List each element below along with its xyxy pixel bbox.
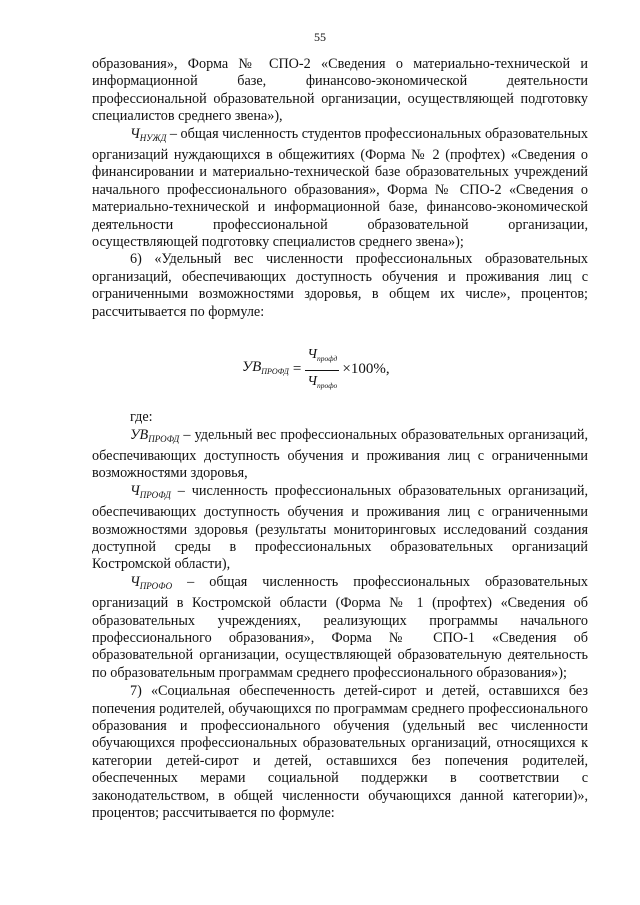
- item-7-heading: 7) «Социальная обеспеченность детей-сирот и детей, оставшихся без попечения родителей, обучающихся по программам среднего профессионального образования и профессионального обучения (удельный вес численности обучающихся профессиональных образовательных организаций, относящихся к категории детей-сирот и детей, оставшихся без попечения родителей, обеспеченных мерами социальной поддержки в соответствии с законодательством, в общей численности обучающихся данной категории)», процентов; рассчитывается по формуле:: [92, 683, 588, 822]
- document-body: [92, 56, 588, 822]
- variable-symbol: Ч: [130, 573, 140, 590]
- variable-symbol: Ч: [130, 125, 140, 142]
- definition-text: – общая численность профессиональных образовательных организаций в Костромской области (Форма № 1 (профтех) «Сведения об образовательных учреждениях, реализующих программы начального профессионального образования», Форма № СПО-1 «Сведения об образовательной организации, осуществляющей образовательную деятельность по образовательным программам среднего профессионального образования»);: [92, 573, 588, 681]
- variable-symbol: УВ: [130, 426, 149, 443]
- definition-ch-profo: [92, 574, 588, 682]
- formula-fraction: [305, 346, 339, 394]
- fraction-denominator: $Ч_{профо}$: [307, 373, 338, 390]
- definition-text: – удельный вес профессиональных образовательных организаций, обеспечивающих доступность обучения и проживания лиц с ограниченными возможностями здоровья,: [92, 426, 588, 482]
- page-number: 55: [314, 30, 326, 44]
- definition-ch-profd: [92, 483, 588, 574]
- definition-ch-nuzhd: [92, 126, 588, 252]
- variable-subscript: ПРОФД: [148, 433, 180, 444]
- where-label: где:: [130, 409, 153, 426]
- fraction-numerator: $Ч_{профд}$: [307, 347, 338, 364]
- paragraph-continuation: образования», Форма № СПО-2 «Сведения о материально-технической и информационной базе, финансово-экономической деятельности профессиональной образовательной организации, осуществляющей подготовку специалистов среднего звена»),: [92, 56, 588, 125]
- fraction-bar: [305, 370, 339, 371]
- variable-subscript: ПРОФД: [139, 489, 171, 500]
- variable-subscript: ПРОФО: [139, 580, 173, 591]
- definition-uv-profd: [92, 427, 588, 483]
- formula-equals: =: [292, 361, 302, 378]
- variable-subscript: НУЖД: [139, 132, 167, 143]
- definition-text: – общая численность студентов профессиональных образовательных организаций нуждающихся в общежитиях (Форма № 2 (профтех) «Сведения о финансировании и материально-технической базе образовательных учреждений начального профессионального образования», Форма № СПО-2 «Сведения о материально-технической и информационной базе, финансово-экономической деятельности профессиональной образовательной организации, осуществляющей подготовку специалистов среднего звена»);: [92, 125, 588, 251]
- formula-multiplier: ×100%,: [342, 361, 390, 378]
- formula-uv-profd: [242, 341, 390, 399]
- variable-symbol: Ч: [130, 482, 140, 499]
- formula-block: [92, 341, 588, 399]
- definition-text: – численность профессиональных образовательных организаций, обеспечивающих доступность обучения и проживания лиц с ограниченными возможностями здоровья (результаты мониторинговых исследований создания доступной среды в профессиональных образовательных организаций Костромской области),: [92, 482, 588, 573]
- formula-lhs: $УВ_{ПРОФД}$: [242, 359, 289, 377]
- item-6-heading: 6) «Удельный вес численности профессиональных образовательных организаций, обеспечивающих доступность обучения и проживания лиц с ограниченными возможностями здоровья, в общем их числе», процентов; рассчитывается по формуле:: [92, 251, 588, 320]
